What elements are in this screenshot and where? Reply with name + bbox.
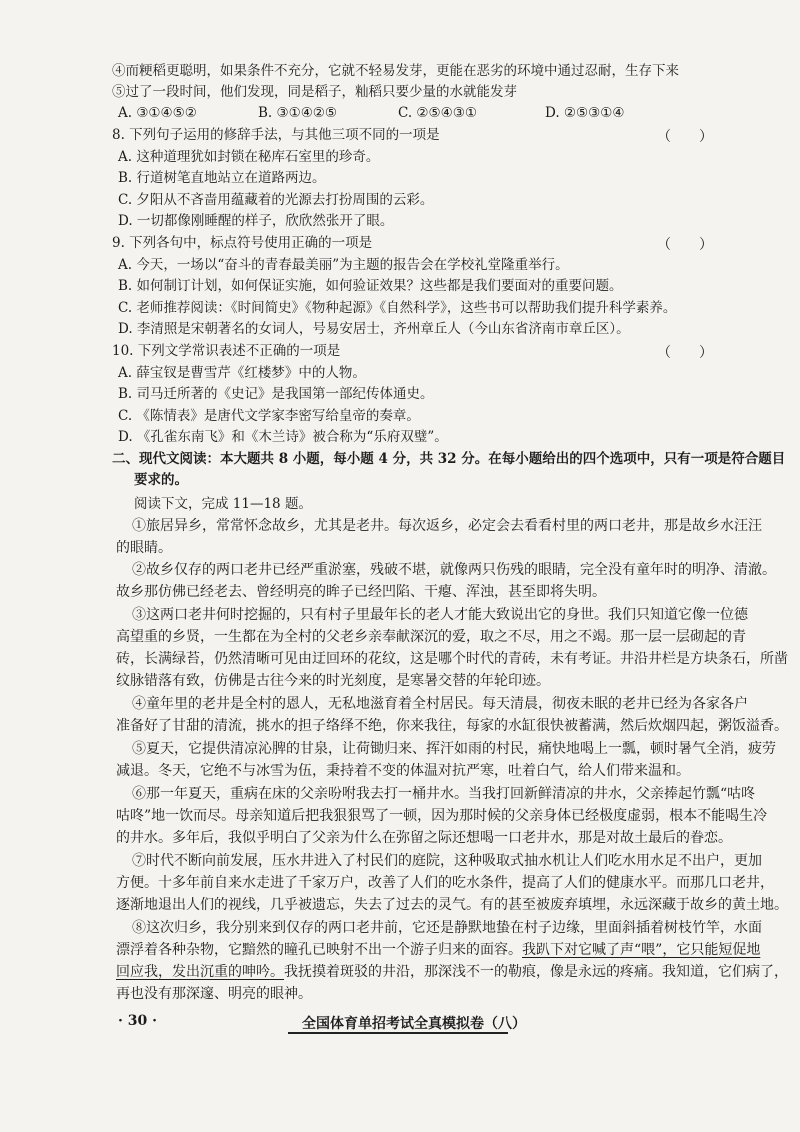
answer-blank-10: （ ） (657, 345, 713, 361)
answer-blank-8: （ ） (657, 129, 713, 145)
footer-title: 全国体育单招考试全真模拟卷（八） (302, 1016, 526, 1032)
passage-p7-line3: 逐渐地退出人们的视线，几乎被遗忘，失去了过去的灵气。有的甚至被废弃填埋，永远深藏于故乡的黄土地。 (116, 897, 788, 913)
q10-option-d: D. 《孔雀东南飞》和《木兰诗》被合称为“乐府双璧”。 (118, 429, 448, 445)
passage-p3-line4: 纹脉错落有致，仿佛是古往今来的时光刻度，是寒暑交替的年轮印迹。 (116, 673, 550, 689)
passage-p8-line4: 再也没有那深邃、明亮的眼神。 (116, 986, 312, 1002)
q10-option-b: B. 司马迁所著的《史记》是我国第一部纪传体通史。 (118, 386, 434, 402)
order-option-b: B. ③①④②⑤ (258, 105, 338, 121)
passage-p7-line1: ⑦时代不断向前发展，压水井进入了村民们的庭院，这种吸取式抽水机让人们吃水用水足不出户，更加 (132, 853, 762, 869)
q9-option-a: A. 今天，一场以“奋斗的青春最美丽”为主题的报告会在学校礼堂隆重举行。 (118, 257, 569, 273)
q9-option-d: D. 李清照是宋朝著名的女词人，号易安居士，齐州章丘人（今山东省济南市章丘区）。 (118, 321, 630, 337)
passage-p5-line2: 减退。冬天，它绝不与冰雪为伍，秉持着不变的体温对抗严寒，吐着白气，给人们带来温和。 (116, 763, 690, 779)
passage-p8-underlined-a: 我趴下对它喊了声“喂”，它只能短促地 (522, 942, 761, 958)
question-10-stem: 10. 下列文学常识表述不正确的一项是 (112, 343, 341, 359)
passage-p8-line1: ⑧这次归乡，我分别来到仅存的两口老井前，它还是静默地蛰在村子边缘，里面斜插着树枝竹竿，水面 (132, 920, 762, 936)
answer-blank-9: （ ） (657, 237, 713, 253)
passage-p4-line1: ④童年里的老井是全村的恩人，无私地滋育着全村居民。每天清晨，彻夜未眠的老井已经为各家各户 (132, 696, 748, 712)
passage-p8-plain-b: 我抚摸着斑驳的井沿，那深浅不一的勒痕，像是永远的疼痛。我知道，它们病了， (284, 964, 788, 980)
order-option-c: C. ②⑤④③① (398, 105, 477, 121)
question-8-stem: 8. 下列句子运用的修辞手法，与其他三项不同的一项是 (112, 127, 440, 143)
sentence-5: ⑤过了一段时间，他们发现，同是稻子，籼稻只要少量的水就能发芽 (112, 84, 517, 100)
order-option-d: D. ②⑤③①④ (545, 105, 625, 121)
reading-instruction: 阅读下文，完成 11—18 题。 (134, 496, 312, 512)
passage-p8-line2 (116, 941, 760, 959)
passage-p1-line1: ①旅居异乡，常常怀念故乡，尤其是老井。每次返乡，必定会去看看村里的两口老井，那是故乡水汪汪 (132, 518, 762, 534)
q10-option-a: A. 薛宝钗是曹雪芹《红楼梦》中的人物。 (118, 365, 366, 381)
q8-option-c: C. 夕阳从不吝啬用蕴藏着的光源去打扮周围的云彩。 (118, 192, 434, 208)
passage-p6-line1: ⑥那一年夏天，重病在床的父亲吩咐我去打一桶井水。当我打回新鲜清凉的井水，父亲捧起竹瓢“咕咚 (132, 786, 756, 802)
passage-p3-line1: ③这两口老井何时挖掘的，只有村子里最年长的老人才能大致说出它的身世。我们只知道它像一位德 (132, 607, 748, 623)
q8-option-b: B. 行道树笔直地站立在道路两边。 (118, 170, 326, 186)
passage-p3-line2: 高望重的乡贤，一生都在为全村的父老乡亲奉献深沉的爱，取之不尽，用之不竭。那一层一层砌起的青 (116, 629, 746, 645)
footer-rule (288, 1032, 508, 1034)
passage-p5-line1: ⑤夏天，它提供清凉沁脾的甘泉，让荷锄归来、挥汗如雨的村民，痛快地喝上一瓢，顿时暑气全消，疲劳 (132, 741, 776, 757)
q9-option-b: B. 如何制订计划，如何保证实施，如何验证效果？这些都是我们要面对的重要问题。 (118, 278, 623, 294)
passage-p8-line3 (116, 963, 788, 981)
passage-p7-line2: 方便。十多年前自来水走进了千家万户，改善了人们的吃水条件，提高了人们的健康水平。而那几口老井， (116, 875, 774, 891)
section-2-heading-cont: 要求的。 (134, 472, 188, 488)
question-9-stem: 9. 下列各句中，标点符号使用正确的一项是 (112, 235, 373, 251)
section-2-heading: 二、现代文阅读：本大题共 8 小题，每小题 4 分，共 32 分。在每小题给出的四个选项中，只有一项是符合题目 (112, 451, 786, 467)
order-option-a: A. ③①④⑤② (118, 105, 197, 121)
page-number: · 30 · (118, 1013, 157, 1029)
passage-p2-line1: ②故乡仅存的两口老井已经严重淤塞，残破不堪，就像两只伤残的眼睛，完全没有童年时的明净、清澈。 (132, 562, 776, 578)
passage-p8-plain: 漂浮着各种杂物，它黯然的瞳孔已映射不出一个游子归来的面容。 (116, 942, 522, 958)
q10-option-c: C. 《陈情表》是唐代文学家李密写给皇帝的奏章。 (118, 408, 420, 424)
passage-p2-line2: 故乡那仿佛已经老去、曾经明亮的眸子已经凹陷、干瘪、浑浊，甚至即将失明。 (116, 584, 606, 600)
passage-p3-line3: 砖，长满绿苔，仍然清晰可见由迂回环的花纹，这是哪个时代的青砖，未有考证。井沿井栏是方块条石，所凿 (116, 651, 788, 667)
passage-p1-line2: 的眼睛。 (116, 540, 172, 556)
passage-p4-line2: 准备好了甘甜的清流，挑水的担子络绎不绝，你来我往，每家的水缸很快被蓄满，然后炊烟四起，粥饭溢香。 (116, 718, 788, 734)
q8-option-d: D. 一切都像刚睡醒的样子，欣欣然张开了眼。 (118, 213, 394, 229)
passage-p6-line3: 的井水。多年后，我似乎明白了父亲为什么在弥留之际还想喝一口老井水，那是对故土最后的眷恋。 (116, 830, 732, 846)
q9-option-c: C. 老师推荐阅读：《时间简史》《物种起源》《自然科学》，这些书可以帮助我们提升科学素养。 (118, 300, 677, 316)
passage-p8-underlined-b: 回应我，发出沉重的呻吟。 (116, 964, 284, 980)
passage-p6-line2: 咕咚”地一饮而尽。母亲知道后把我狠狠骂了一顿，因为那时候的父亲身体已经极度虚弱，根本不能喝生冷 (116, 808, 768, 824)
sentence-4: ④而粳稻更聪明，如果条件不充分，它就不轻易发芽，更能在恶劣的环境中通过忍耐，生存下来 (112, 63, 679, 79)
q8-option-a: A. 这种道理犹如封锁在秘库石室里的珍奇。 (118, 149, 380, 165)
